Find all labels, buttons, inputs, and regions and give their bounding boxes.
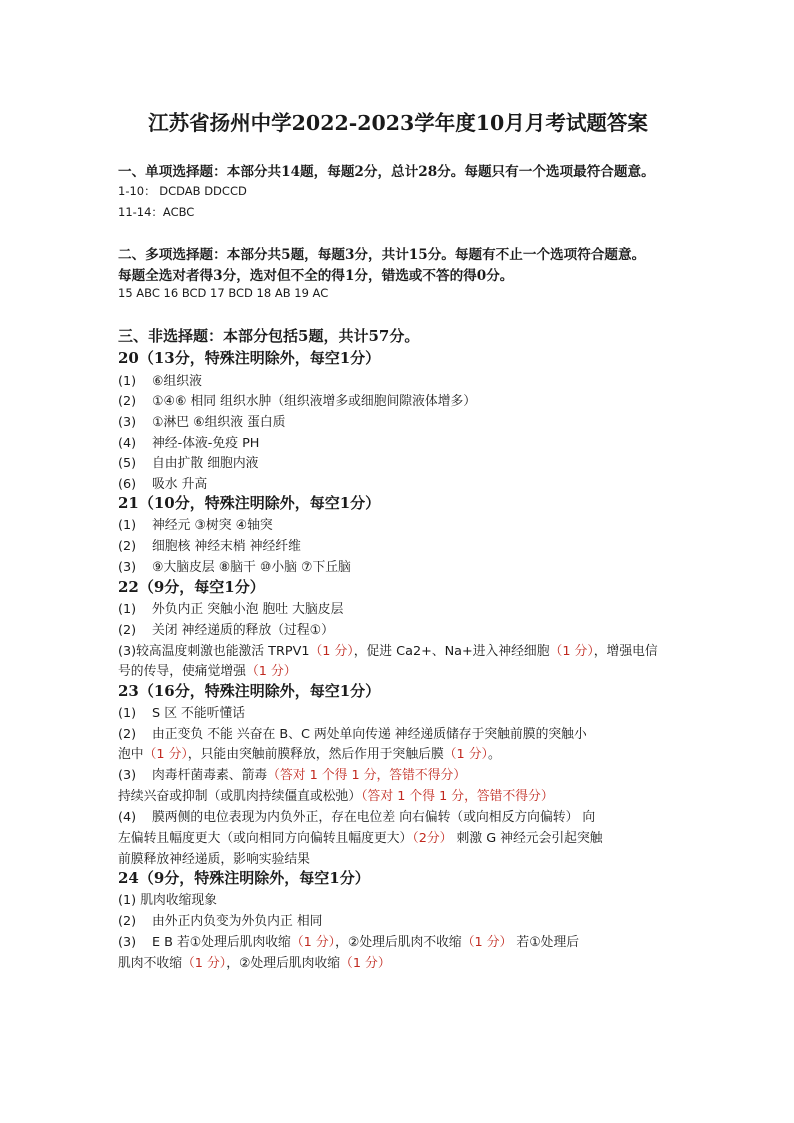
q23-item-3: (3) 肉毒杆菌毒素、箭毒（答对 1 个得 1 分，答错不得分） <box>118 768 467 783</box>
q21-title: 21（10分，特殊注明除外，每空1分） <box>118 494 381 512</box>
q23-item-4: (4) 膜两侧的电位表现为内负外正，存在电位差 向右偏转（或向相反方向偏转） 向 <box>118 810 596 825</box>
q21-item-2: (2) 细胞核 神经末梢 神经纤维 <box>118 539 301 554</box>
q24-item-3-cont: 肌肉不收缩（1 分），②处理后肌肉收缩（1 分） <box>118 956 391 971</box>
page-title: 江苏省扬州中学2022-2023学年度10月月考试题答案 <box>148 111 648 135</box>
q22-item-3: (3)较高温度刺激也能激活 TRPV1（1 分），促进 Ca2+、Na+进入神经细胞（1 分），增强电信 <box>118 644 658 659</box>
q23-item-4-cont2: 前膜释放神经递质，影响实验结果 <box>118 852 310 867</box>
part1-answers-1: 1-10： DCDAB DDCCD <box>118 184 247 198</box>
q22-item-1: (1) 外负内正 突触小泡 胞吐 大脑皮层 <box>118 602 344 617</box>
part2-answers: 15 ABC 16 BCD 17 BCD 18 AB 19 AC <box>118 286 329 300</box>
q23-item-2-cont: 泡中（1 分），只能由突触前膜释放，然后作用于突触后膜（1 分）。 <box>118 747 501 762</box>
q20-title: 20（13分，特殊注明除外，每空1分） <box>118 349 381 367</box>
q24-item-3: (3) E B 若①处理后肌肉收缩（1 分），②处理后肌肉不收缩（1 分） 若①处理后 <box>118 935 580 950</box>
q22-item-2: (2) 关闭 神经递质的释放（过程①） <box>118 623 334 638</box>
part1-answers-2: 11-14：ACBC <box>118 205 195 219</box>
q23-title: 23（16分，特殊注明除外，每空1分） <box>118 682 381 700</box>
q20-item-3: (3) ①淋巴 ⑥组织液 蛋白质 <box>118 415 286 430</box>
part2-heading-2: 每题全选对者得3分，选对但不全的得1分，错选或不答的得0分。 <box>118 268 514 284</box>
q23-item-2: (2) 由正变负 不能 兴奋在 B、C 两处单向传递 神经递质储存于突触前膜的突触小 <box>118 727 587 742</box>
q20-item-5: (5) 自由扩散 细胞内液 <box>118 456 259 471</box>
q21-item-3: (3) ⑨大脑皮层 ⑧脑干 ⑩小脑 ⑦下丘脑 <box>118 560 351 575</box>
q24-item-1: (1) 肌肉收缩现象 <box>118 893 217 908</box>
q23-item-1: (1) S 区 不能听懂话 <box>118 706 246 721</box>
q22-title: 22（9分，每空1分） <box>118 578 265 596</box>
q21-item-1: (1) 神经元 ③树突 ④轴突 <box>118 518 273 533</box>
q24-title: 24（9分，特殊注明除外，每空1分） <box>118 869 370 887</box>
part2-heading: 二、多项选择题：本部分共5题，每题3分，共计15分。每题有不止一个选项符合题意。 <box>118 247 646 263</box>
q20-item-6: (6) 吸水 升高 <box>118 477 208 492</box>
q23-item-3-cont: 持续兴奋或抑制（或肌肉持续僵直或松弛）（答对 1 个得 1 分，答错不得分） <box>118 789 554 804</box>
q20-item-1: (1) ⑥组织液 <box>118 374 202 389</box>
q20-item-2: (2) ①④⑥ 相同 组织水肿（组织液增多或细胞间隙液体增多） <box>118 394 477 409</box>
q24-item-2: (2) 由外正内负变为外负内正 相同 <box>118 914 323 929</box>
q23-item-4-cont: 左偏转且幅度更大（或向相同方向偏转且幅度更大）（2分） 刺激 G 神经元会引起突触 <box>118 831 603 846</box>
part3-heading: 三、非选择题：本部分包括5题，共计57分。 <box>118 327 420 345</box>
q20-item-4: (4) 神经-体液-免疫 PH <box>118 436 260 451</box>
q22-item-3-cont: 号的传导，使痛觉增强（1 分） <box>118 664 297 679</box>
part1-heading: 一、单项选择题：本部分共14题，每题2分，总计28分。每题只有一个选项最符合题意。 <box>118 164 655 180</box>
